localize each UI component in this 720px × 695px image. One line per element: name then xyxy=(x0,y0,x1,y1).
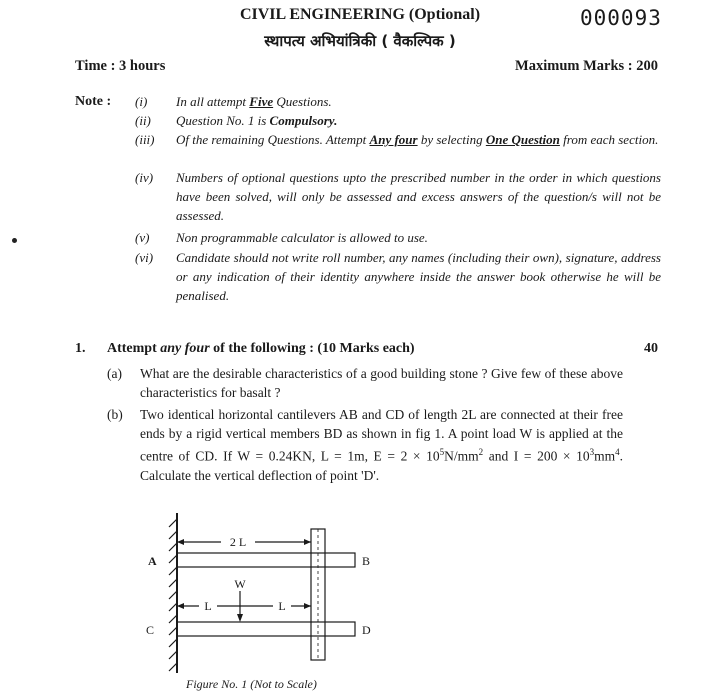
note-label: Note : xyxy=(75,94,112,109)
note-item-text: Of the remaining Questions. Attempt Any four by selecting One Question from each section. xyxy=(176,132,659,147)
paper-title: CIVIL ENGINEERING (Optional) xyxy=(239,6,481,23)
note-item-text: Question No. 1 is Compulsory. xyxy=(176,113,338,128)
note-item-number: (v) xyxy=(135,230,150,245)
note-item-number: (i) xyxy=(135,94,148,109)
note-item xyxy=(135,130,661,168)
question-instruction: Attempt any four of the following : (10 Marks each) xyxy=(107,341,415,356)
note-item xyxy=(135,111,661,130)
question-number: 1. xyxy=(75,341,86,356)
sub-question-text: What are the desirable characteristics of a good building stone ? Give few of these above characteristics for basalt ? xyxy=(140,366,623,400)
question-marks: 40 xyxy=(644,341,658,356)
note-item-text: Numbers of optional questions upto the prescribed number in the order in which questions have been solved, will only be assessed and excess answers of the question/s will not be assessed. xyxy=(176,170,661,223)
label-l-right: L xyxy=(278,599,286,613)
label-d: D xyxy=(362,623,371,637)
sub-question-b xyxy=(107,405,623,481)
note-item xyxy=(135,248,661,305)
sub-question-label: (b) xyxy=(107,407,123,422)
label-2l: 2 L xyxy=(229,535,247,549)
label-w: W xyxy=(234,577,246,591)
note-item-text: In all attempt Five Questions. xyxy=(176,94,332,109)
time-allowed: Time : 3 hours xyxy=(75,58,166,74)
paper-code: 000093 xyxy=(580,6,662,30)
note-item-number: (iv) xyxy=(135,170,154,185)
label-c: C xyxy=(146,623,155,637)
note-item-text: Non programmable calculator is allowed to use. xyxy=(176,230,428,245)
label-l-left: L xyxy=(204,599,212,613)
note-item-text: Candidate should not write roll number, any names (including their own), signature, address or any indication of their identity anywhere inside the answer book otherwise he will be penalised. xyxy=(176,250,661,303)
paper-title-hindi: स्थापत्य अभियांत्रिकी ( वैकल्पिक ) xyxy=(264,32,456,50)
scan-speck xyxy=(12,238,17,243)
note-item-number: (iii) xyxy=(135,132,155,147)
label-a: A xyxy=(148,554,157,568)
label-b: B xyxy=(362,554,371,568)
note-item-number: (ii) xyxy=(135,113,151,128)
sub-question-label: (a) xyxy=(107,366,122,381)
note-item xyxy=(135,168,661,225)
note-item-number: (vi) xyxy=(135,250,154,265)
figure-caption: Figure No. 1 (Not to Scale) xyxy=(186,677,317,691)
note-item xyxy=(135,92,661,111)
cantilever-figure xyxy=(130,505,390,675)
sub-question-text: Two identical horizontal cantilevers AB and CD of length 2L are connected at their free ends by a rigid vertical members BD as shown in fig 1. A point load W is applied at the centre of CD. If W = 0.24KN, L = 1m, $E = 2 \times 10^5N/mm^2$ and $I = 200 \times 10^3mm^4$. Calculate the vertical deflection of point 'D'. xyxy=(140,407,623,483)
cantilever-ab xyxy=(177,553,355,567)
note-item xyxy=(135,228,661,247)
sub-question-a xyxy=(107,364,623,402)
maximum-marks: Maximum Marks : 200 xyxy=(515,58,658,74)
support-hatching xyxy=(169,519,177,671)
cantilever-cd xyxy=(177,622,355,636)
